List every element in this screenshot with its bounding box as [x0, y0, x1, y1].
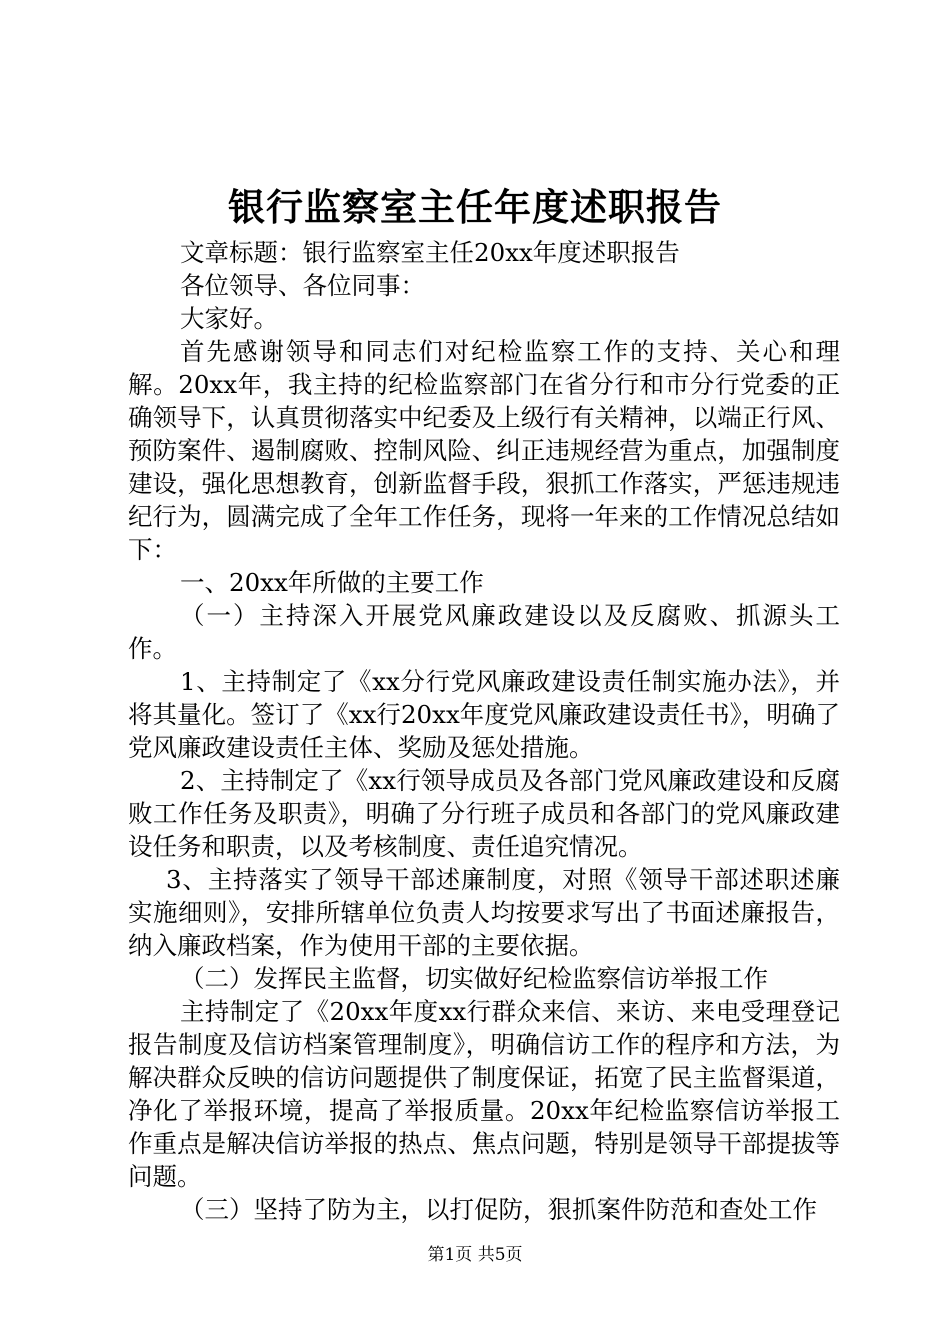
section-heading-1: 一、20xx年所做的主要工作 [180, 568, 484, 597]
subsection-heading-3: （三）坚持了防为主，以打促防，狠抓案件防范和查处工作 [180, 1195, 817, 1224]
document-title: 银行监察室主任年度述职报告 [228, 185, 722, 229]
item-paragraph-2: 2、主持制定了《xx行领导成员及各部门党风廉政建设和反腐败工作任务及职责》，明确了分行班子成员和各部门的党风廉政建设任务和职责，以及考核制度、责任追究情况。 [128, 766, 840, 861]
item-paragraph-3: 3、主持落实了领导干部述廉制度，对照《领导干部述职述廉实施细则》，安排所辖单位负责人均按要求写出了书面述廉报告，纳入廉政档案，作为使用干部的主要依据。 [128, 865, 840, 960]
subsection-heading-1: （一）主持深入开展党风廉政建设以及反腐败、抓源头工作。 [128, 601, 840, 663]
body-paragraph-petitions: 主持制定了《20xx年度xx行群众来信、来访、来电受理登记报告制度及信访档案管理制度》，明确信访工作的程序和方法，为解决群众反映的信访问题提供了制度保证，拓宽了民主监督渠道，净化了举报环境，提高了举报质量。20xx年纪检监察信访举报工作重点是解决信访举报的热点、焦点问题，特别是领导干部提拔等问题。 [128, 997, 840, 1191]
item-paragraph-1: 1、主持制定了《xx分行党风廉政建设责任制实施办法》，并将其量化。签订了《xx行20xx年度党风廉政建设责任书》，明确了党风廉政建设责任主体、奖励及惩处措施。 [128, 667, 840, 762]
greeting: 大家好。 [180, 304, 278, 333]
subsection-heading-2: （二）发挥民主监督，切实做好纪检监察信访举报工作 [180, 964, 768, 993]
document-body [128, 236, 840, 1226]
article-title-line: 文章标题：银行监察室主任20xx年度述职报告 [180, 238, 680, 267]
salutation: 各位领导、各位同事： [180, 271, 425, 300]
page-number: 第1页 共5页 [427, 1245, 523, 1265]
intro-paragraph: 首先感谢领导和同志们对纪检监察工作的支持、关心和理解。20xx年，我主持的纪检监察部门在省分行和市分行党委的正确领导下，认真贯彻落实中纪委及上级行有关精神，以端正行风、预防案件、遏制腐败、控制风险、纠正违规经营为重点，加强制度建设，强化思想教育，创新监督手段，狠抓工作落实，严惩违规违纪行为，圆满完成了全年工作任务，现将一年来的工作情况总结如下： [128, 337, 840, 564]
